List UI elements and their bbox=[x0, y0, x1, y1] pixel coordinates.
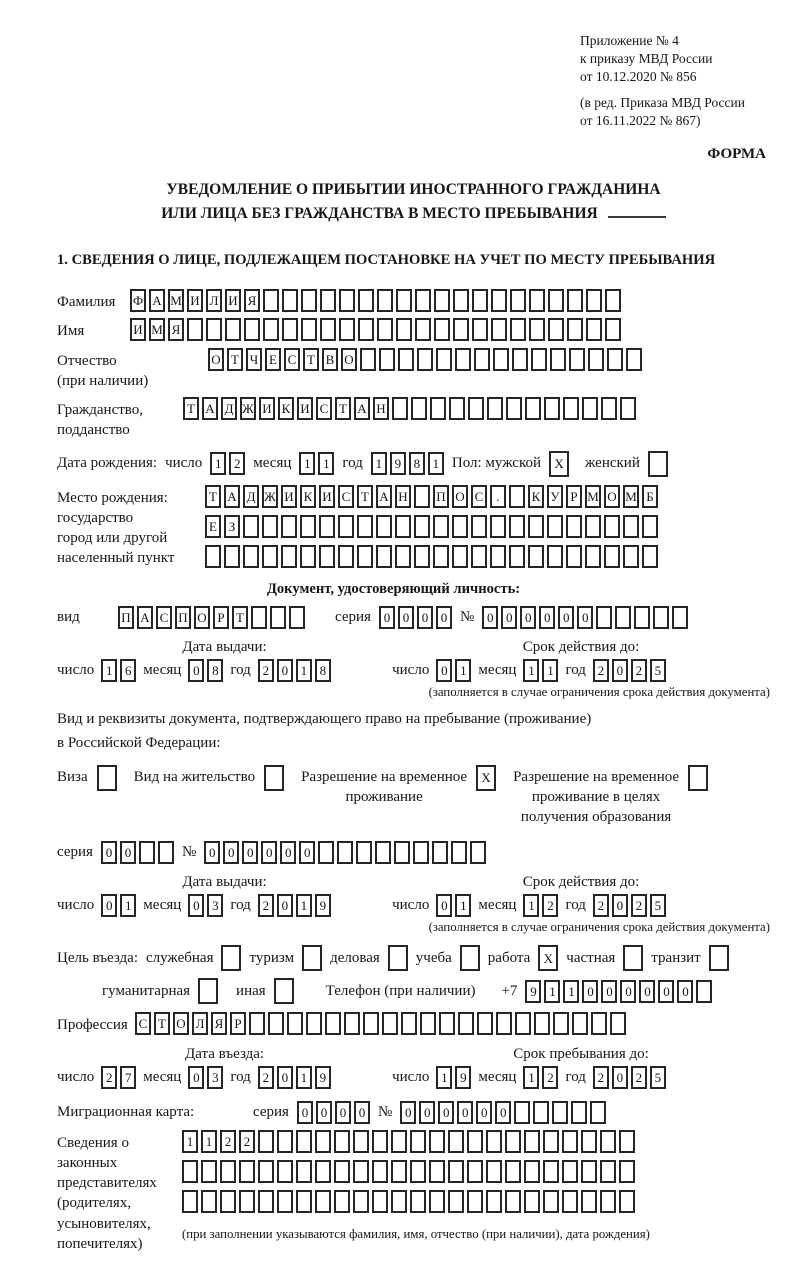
form-title-line2-text: ИЛИ ЛИЦА БЕЗ ГРАЖДАНСТВА В МЕСТО ПРЕБЫВАНИЯ bbox=[161, 205, 598, 223]
birthplace-label bbox=[57, 485, 205, 569]
residence-doc-expiry-note: (заполняется в случае ограничения срока действия документа) bbox=[428, 920, 770, 935]
purpose-private-checkbox[interactable] bbox=[623, 945, 643, 971]
residence-doc-expiry-month-cells[interactable]: 1 2 bbox=[523, 894, 558, 917]
entry-stay-dates bbox=[57, 1046, 770, 1089]
year-label: год bbox=[565, 1068, 586, 1085]
birthplace-row bbox=[57, 485, 770, 575]
identity-doc-expiry-heading: Срок действия до: bbox=[522, 638, 640, 655]
form-title-line2 bbox=[57, 202, 770, 226]
year-label: год bbox=[230, 1068, 251, 1085]
identity-doc-series-cells[interactable]: 0 0 0 0 bbox=[379, 606, 452, 629]
purpose-transit-label: транзит bbox=[651, 949, 701, 966]
residence-doc-issue-row bbox=[57, 894, 392, 917]
day-label: число bbox=[57, 661, 95, 678]
representatives-label-line6: попечителях) bbox=[57, 1235, 143, 1252]
year-label: год bbox=[565, 661, 586, 678]
day-label: число bbox=[57, 897, 95, 914]
representatives-row3-cells[interactable] bbox=[182, 1190, 650, 1213]
identity-doc-number-cells[interactable]: 0 0 0 0 0 0 bbox=[482, 606, 688, 629]
representatives-label bbox=[57, 1130, 182, 1255]
sex-female-checkbox[interactable] bbox=[648, 451, 668, 477]
temp-residence-permit-option bbox=[301, 765, 496, 808]
sex-female-label: женский bbox=[585, 455, 640, 472]
stay-until-row bbox=[392, 1066, 770, 1089]
purpose-humanitarian-label: гуманитарная bbox=[102, 982, 191, 999]
purpose-business-checkbox[interactable] bbox=[388, 945, 408, 971]
patronymic-label bbox=[57, 348, 208, 392]
identity-doc-number-label: № bbox=[459, 608, 475, 625]
migration-card-series-label: серия bbox=[253, 1103, 289, 1120]
purpose-official-checkbox[interactable] bbox=[221, 945, 241, 971]
identity-doc-issue-day-cells[interactable]: 1 6 bbox=[101, 659, 136, 682]
profession-row bbox=[57, 1012, 770, 1035]
edu-residence-permit-checkbox[interactable] bbox=[688, 765, 708, 791]
representatives-label-line2: законных bbox=[57, 1154, 118, 1171]
birthplace-row1-cells[interactable]: Т А Д Ж И К И С Т А Н П О С . К У Р М О М Б bbox=[205, 485, 658, 508]
identity-doc-expiry-year-cells[interactable]: 2 0 2 5 bbox=[593, 659, 666, 682]
representatives-label-line3: представителях bbox=[57, 1175, 157, 1192]
birth-year-label: год bbox=[342, 455, 363, 472]
stay-year-cells[interactable]: 2 0 2 5 bbox=[593, 1066, 666, 1089]
residence-doc-number-cells[interactable]: 0 0 0 0 0 0 bbox=[204, 841, 486, 864]
citizenship-cells[interactable]: Т А Д Ж И К И С Т А Н bbox=[183, 397, 636, 420]
stay-month-cells[interactable]: 1 2 bbox=[523, 1066, 558, 1089]
purpose-other-label: иная bbox=[236, 982, 266, 999]
identity-doc-issue-row bbox=[57, 659, 392, 682]
edition-line-1: (в ред. Приказа МВД России bbox=[580, 94, 745, 110]
day-label: число bbox=[392, 661, 430, 678]
patronymic-row bbox=[57, 348, 770, 392]
migration-card-label: Миграционная карта: bbox=[57, 1103, 195, 1120]
profession-cells[interactable]: С Т О Л Я Р bbox=[135, 1012, 626, 1035]
firstname-label: Имя bbox=[57, 323, 85, 340]
residence-doc-type-options bbox=[57, 765, 770, 828]
residence-doc-issue-day-cells[interactable]: 0 1 bbox=[101, 894, 136, 917]
purpose-tourism-checkbox[interactable] bbox=[302, 945, 322, 971]
birthplace-label-line2: государство bbox=[57, 509, 134, 526]
residence-doc-expiry bbox=[392, 874, 770, 935]
stay-until-heading: Срок пребывания до: bbox=[513, 1045, 649, 1062]
visit-purpose-prefix: Цель въезда: bbox=[57, 949, 138, 966]
identity-doc-expiry bbox=[392, 639, 770, 700]
form-title bbox=[57, 178, 770, 226]
surname-label: Фамилия bbox=[57, 294, 116, 311]
title-blank-line bbox=[608, 205, 666, 218]
temp-residence-permit-label bbox=[301, 765, 467, 808]
birth-month-cells[interactable]: 1 1 bbox=[299, 452, 334, 475]
month-label: месяц bbox=[143, 661, 182, 678]
entry-date-row bbox=[57, 1066, 392, 1089]
purpose-humanitarian-checkbox[interactable] bbox=[198, 978, 218, 1004]
citizenship-label bbox=[57, 397, 183, 441]
residence-doc-expiry-row bbox=[392, 894, 770, 917]
birthplace-label-line1: Место рождения: bbox=[57, 489, 168, 506]
year-label: год bbox=[230, 897, 251, 914]
form-title-line1: УВЕДОМЛЕНИЕ О ПРИБЫТИИ ИНОСТРАННОГО ГРАЖДАНИНА bbox=[166, 181, 661, 199]
temp-residence-permit-checkbox[interactable]: X bbox=[476, 765, 496, 791]
temp-residence-permit-label-line2: проживание bbox=[345, 788, 423, 805]
residence-doc-issue-month-cells[interactable]: 0 3 bbox=[188, 894, 223, 917]
month-label: месяц bbox=[478, 661, 517, 678]
visit-purpose-row1 bbox=[57, 945, 770, 971]
purpose-study-label: учеба bbox=[415, 949, 452, 966]
residence-doc-expiry-day-cells[interactable]: 0 1 bbox=[436, 894, 471, 917]
birth-year-cells[interactable]: 1 9 8 1 bbox=[371, 452, 444, 475]
temp-residence-permit-label-line1: Разрешение на временное bbox=[301, 768, 468, 785]
appendix-line-2: к приказу МВД России bbox=[580, 51, 713, 67]
stay-day-cells[interactable]: 1 9 bbox=[436, 1066, 471, 1089]
residence-doc-intro-line2: в Российской Федерации: bbox=[57, 735, 221, 752]
residence-doc-number-label: № bbox=[181, 844, 197, 861]
phone-label: Телефон (при наличии) bbox=[325, 982, 476, 999]
purpose-study-checkbox[interactable] bbox=[460, 945, 480, 971]
migration-card-series-cells[interactable]: 0 0 0 0 bbox=[297, 1101, 370, 1124]
section1-heading: 1. СВЕДЕНИЯ О ЛИЦЕ, ПОДЛЕЖАЩЕМ ПОСТАНОВКЕ НА УЧЕТ ПО МЕСТУ ПРЕБЫВАНИЯ bbox=[57, 252, 716, 269]
month-label: месяц bbox=[478, 1068, 517, 1085]
edu-residence-permit-option bbox=[513, 765, 708, 828]
residence-doc-expiry-year-cells[interactable]: 2 0 2 5 bbox=[593, 894, 666, 917]
year-label: год bbox=[565, 897, 586, 914]
edition-line-2: от 16.11.2022 № 867) bbox=[580, 112, 701, 128]
residence-doc-issue-heading: Дата выдачи: bbox=[182, 874, 267, 891]
patronymic-label-line1: Отчество bbox=[57, 352, 117, 369]
form-label: ФОРМА bbox=[707, 146, 766, 163]
entry-year-cells[interactable]: 2 0 1 9 bbox=[258, 1066, 331, 1089]
residence-doc-series-cells[interactable]: 0 0 bbox=[101, 841, 174, 864]
identity-doc-heading: Документ, удостоверяющий личность: bbox=[266, 580, 521, 597]
appendix-line-1: Приложение № 4 bbox=[580, 33, 679, 48]
firstname-cells[interactable]: И М Я bbox=[130, 318, 621, 341]
stay-until-date bbox=[392, 1046, 770, 1089]
appendix-line-3: от 10.12.2020 № 856 bbox=[580, 69, 697, 85]
identity-doc-expiry-day-cells[interactable]: 0 1 bbox=[436, 659, 471, 682]
birth-month-label: месяц bbox=[253, 455, 292, 472]
surname-cells[interactable]: Ф А М И Л И Я bbox=[130, 289, 621, 312]
representatives-label-line1: Сведения о bbox=[57, 1134, 129, 1151]
representatives-row bbox=[57, 1130, 770, 1255]
purpose-work-checkbox[interactable]: X bbox=[538, 945, 558, 971]
purpose-official-label: служебная bbox=[145, 949, 214, 966]
representatives-label-line4: (родителях, bbox=[57, 1195, 132, 1212]
identity-doc-issue-heading: Дата выдачи: bbox=[182, 638, 267, 655]
representatives-note: (при заполнении указываются фамилия, имя, отчество (при наличии), дата рождения) bbox=[182, 1226, 650, 1241]
residence-doc-expiry-heading: Срок действия до: bbox=[522, 874, 640, 891]
identity-doc-expiry-row bbox=[392, 659, 770, 682]
purpose-work-label: работа bbox=[487, 949, 531, 966]
migration-card-row bbox=[57, 1101, 770, 1124]
entry-date bbox=[57, 1046, 392, 1089]
identity-doc-row bbox=[57, 606, 770, 629]
appendix-header bbox=[57, 32, 770, 130]
citizenship-label-line1: Гражданство, bbox=[57, 402, 144, 419]
identity-doc-type-label: вид bbox=[57, 608, 80, 625]
phone-prefix: +7 bbox=[501, 982, 518, 999]
month-label: месяц bbox=[478, 897, 517, 914]
year-label: год bbox=[230, 661, 251, 678]
residence-doc-series-label: серия bbox=[57, 844, 93, 861]
firstname-row bbox=[57, 318, 770, 341]
purpose-business-label: деловая bbox=[330, 949, 380, 966]
purpose-private-label: частная bbox=[566, 949, 616, 966]
identity-doc-issue bbox=[57, 639, 392, 700]
profession-label: Профессия bbox=[57, 1017, 128, 1034]
residence-permit-option bbox=[134, 765, 284, 791]
edu-residence-permit-label bbox=[513, 765, 679, 828]
representatives-row2-cells[interactable] bbox=[182, 1160, 650, 1183]
edu-residence-permit-label-line2: проживание в целях bbox=[531, 788, 661, 805]
residence-permit-label: Вид на жительство bbox=[133, 768, 256, 785]
identity-doc-issue-month-cells[interactable]: 0 8 bbox=[188, 659, 223, 682]
birthplace-label-line4: населенный пункт bbox=[57, 550, 175, 567]
sex-male-checkbox[interactable]: X bbox=[549, 451, 569, 477]
identity-doc-series-label: серия bbox=[335, 608, 371, 625]
birthplace-row3-cells[interactable] bbox=[205, 545, 658, 568]
identity-doc-type-cells[interactable]: П А С П О Р Т bbox=[118, 606, 305, 629]
citizenship-row bbox=[57, 397, 770, 441]
edu-residence-permit-label-line3: получения образования bbox=[520, 809, 672, 826]
identity-doc-dates bbox=[57, 639, 770, 700]
patronymic-cells[interactable]: О Т Ч Е С Т В О bbox=[208, 348, 642, 371]
representatives-cells-block bbox=[182, 1130, 650, 1242]
identity-doc-issue-year-cells[interactable]: 2 0 1 8 bbox=[258, 659, 331, 682]
visa-checkbox[interactable] bbox=[97, 765, 117, 791]
purpose-other-checkbox[interactable] bbox=[274, 978, 294, 1004]
representatives-label-line5: усыновителях, bbox=[57, 1215, 151, 1232]
identity-doc-expiry-month-cells[interactable]: 1 1 bbox=[523, 659, 558, 682]
patronymic-label-line2: (при наличии) bbox=[57, 372, 149, 389]
surname-row bbox=[57, 289, 770, 312]
citizenship-label-line2: подданство bbox=[57, 422, 130, 439]
day-label: число bbox=[57, 1068, 95, 1085]
entry-day-cells[interactable]: 2 7 bbox=[101, 1066, 136, 1089]
entry-date-heading: Дата въезда: bbox=[185, 1045, 265, 1062]
residence-doc-issue-year-cells[interactable]: 2 0 1 9 bbox=[258, 894, 331, 917]
visa-label: Виза bbox=[57, 768, 88, 785]
purpose-tourism-label: туризм bbox=[249, 949, 295, 966]
birth-day-label: число bbox=[165, 455, 203, 472]
birthdate-label: Дата рождения: bbox=[57, 455, 158, 472]
sex-male-label: Пол: мужской bbox=[451, 455, 542, 472]
migration-card-number-cells[interactable]: 0 0 0 0 0 0 bbox=[400, 1101, 606, 1124]
entry-month-cells[interactable]: 0 3 bbox=[188, 1066, 223, 1089]
residence-doc-intro-line1: Вид и реквизиты документа, подтверждающего право на пребывание (проживание) bbox=[57, 710, 592, 727]
edu-residence-permit-label-line1: Разрешение на временное bbox=[513, 768, 680, 785]
residence-doc-series-row bbox=[57, 841, 770, 864]
visit-purpose-row2 bbox=[102, 978, 770, 1004]
residence-doc-dates bbox=[57, 874, 770, 935]
birthplace-label-line3: город или другой bbox=[57, 530, 168, 547]
day-label: число bbox=[392, 897, 430, 914]
visa-option bbox=[57, 765, 117, 791]
purpose-transit-checkbox[interactable] bbox=[709, 945, 729, 971]
migration-card-number-label: № bbox=[377, 1103, 393, 1120]
birthdate-row bbox=[57, 451, 770, 477]
birthplace-row2-cells[interactable]: Е З bbox=[205, 515, 658, 538]
identity-doc-expiry-note: (заполняется в случае ограничения срока действия документа) bbox=[428, 684, 770, 699]
month-label: месяц bbox=[143, 1068, 182, 1085]
day-label: число bbox=[392, 1068, 430, 1085]
residence-permit-checkbox[interactable] bbox=[264, 765, 284, 791]
residence-doc-issue bbox=[57, 874, 392, 935]
phone-cells[interactable]: 9 1 1 0 0 0 0 0 0 bbox=[525, 980, 712, 1003]
birthplace-cells-block bbox=[205, 485, 658, 575]
representatives-row1-cells[interactable]: 1 1 2 2 bbox=[182, 1130, 650, 1153]
month-label: месяц bbox=[143, 897, 182, 914]
birth-day-cells[interactable]: 1 2 bbox=[210, 452, 245, 475]
appendix-block bbox=[580, 32, 770, 130]
